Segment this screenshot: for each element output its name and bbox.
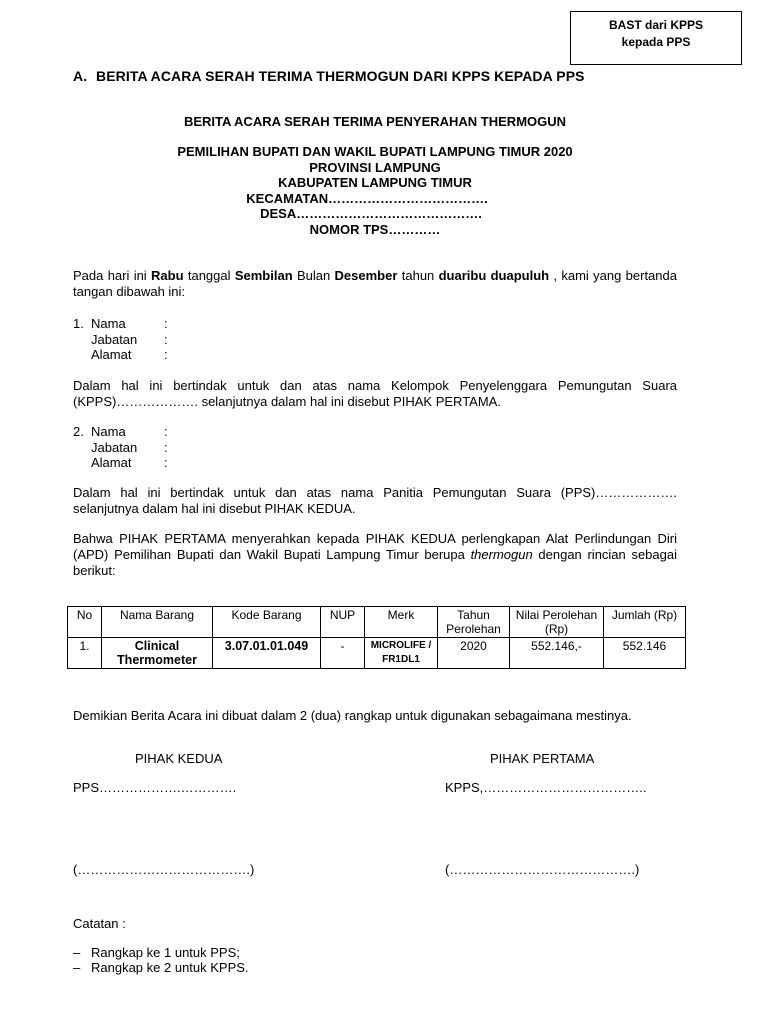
- signature-left-title: PIHAK KEDUA: [135, 751, 223, 766]
- intro-text: tanggal: [183, 268, 235, 283]
- field-label-name: Nama: [91, 424, 126, 439]
- handover-text: dengan rincian sebagai berikut:: [73, 547, 677, 578]
- items-table: [67, 606, 686, 669]
- header-village: DESA…………………………………….: [260, 206, 482, 221]
- field-separator: :: [164, 439, 168, 455]
- signature-right-org: KPPS,………………………………..: [445, 780, 647, 795]
- signature-right-title: PIHAK PERTAMA: [490, 751, 595, 766]
- party2-description: Dalam hal ini bertindak untuk dan atas nama Panitia Pemungutan Suara (PPS)………………. selanjutnya dalam hal ini disebut PIHAK KEDUA.: [73, 485, 677, 516]
- note-dash: –: [73, 960, 81, 975]
- document-code-box: [570, 11, 742, 65]
- field-label-address: Alamat: [91, 455, 132, 470]
- column-header: Tahun Perolehan: [438, 607, 510, 638]
- document-title: BERITA ACARA SERAH TERIMA PENYERAHAN THERMOGUN: [183, 114, 567, 129]
- section-label: A.: [73, 68, 88, 84]
- document-code-line1: BAST dari KPPS: [608, 18, 704, 32]
- signature-left-name: (………………………………….): [73, 862, 255, 877]
- header-regency: KABUPATEN LAMPUNG TIMUR: [278, 175, 472, 190]
- party2-fields: [73, 424, 168, 471]
- section-title: BERITA ACARA SERAH TERIMA THERMOGUN DARI KPPS KEPADA PPS: [96, 68, 585, 84]
- list-item: [73, 945, 249, 960]
- note-dash: –: [73, 945, 81, 960]
- header-election: PEMILIHAN BUPATI DAN WAKIL BUPATI LAMPUNG TIMUR 2020: [177, 144, 573, 159]
- table-cell-nup: -: [321, 638, 365, 669]
- table-cell-no: 1.: [68, 638, 102, 669]
- note-text: Rangkap ke 1 untuk PPS;: [91, 945, 240, 960]
- signature-right-name: (…………………………………….): [445, 862, 640, 877]
- party2-number: 2.: [73, 424, 84, 439]
- intro-month: Desember: [334, 268, 398, 283]
- intro-text: Bulan: [292, 268, 335, 283]
- document-code-line2: kepada PPS: [621, 35, 691, 49]
- table-cell-year: 2020: [438, 638, 510, 669]
- header-district: KECAMATAN……………………………….: [246, 190, 488, 206]
- party1-number: 1.: [73, 316, 84, 331]
- note-text: Rangkap ke 2 untuk KPPS.: [91, 960, 249, 975]
- table-header-row: [68, 607, 686, 638]
- handover-paragraph: [73, 531, 677, 579]
- closing-paragraph: Demikian Berita Acara ini dibuat dalam 2 (dua) rangkap untuk digunakan sebagaimana mestinya.: [73, 708, 632, 723]
- intro-day: Rabu: [151, 268, 184, 283]
- party1-description: Dalam hal ini bertindak untuk dan atas nama Kelompok Penyelenggara Pemungutan Suara (KPPS)………………. selanjutnya dalam hal ini disebut PIHAK PERTAMA.: [73, 378, 677, 409]
- column-header: Nama Barang: [102, 607, 213, 638]
- field-separator: :: [164, 347, 168, 362]
- field-separator: :: [164, 331, 168, 347]
- handover-text: Bahwa PIHAK PERTAMA menyerahkan kepada PIHAK KEDUA perlengkapan Alat Perlindungan Diri (APD) Pemilihan Bupati dan Wakil Bupati Lampung Timur berupa: [73, 531, 677, 562]
- table-cell-total: 552.146: [604, 638, 686, 669]
- column-header: No: [68, 607, 102, 638]
- intro-year: duaribu duapuluh: [438, 268, 550, 283]
- notes-label: Catatan :: [73, 916, 126, 931]
- section-heading: [73, 68, 585, 84]
- column-header: Nilai Perolehan (Rp): [510, 607, 604, 638]
- table-cell-item-name: Clinical Thermometer: [102, 638, 213, 669]
- column-header: NUP: [321, 607, 365, 638]
- field-label-position: Jabatan: [91, 331, 138, 347]
- party1-fields: [73, 316, 168, 363]
- field-separator: :: [164, 424, 168, 439]
- column-header: Jumlah (Rp): [604, 607, 686, 638]
- intro-paragraph: [73, 268, 677, 300]
- table-cell-item-code: 3.07.01.01.049: [213, 638, 321, 669]
- field-separator: :: [164, 455, 168, 470]
- intro-text: tahun: [397, 268, 439, 283]
- field-label-name: Nama: [91, 316, 126, 331]
- table-cell-brand: MICROLIFE / FR1DL1: [365, 638, 438, 669]
- intro-text: Pada hari ini: [73, 268, 152, 283]
- notes-list: [73, 945, 249, 975]
- handover-item: thermogun: [470, 547, 533, 562]
- header-tps-number: NOMOR TPS…………: [309, 221, 441, 237]
- field-label-address: Alamat: [91, 347, 132, 362]
- signature-left-org: PPS……………….………….: [73, 780, 237, 795]
- table-cell-value: 552.146,-: [510, 638, 604, 669]
- list-item: [73, 960, 249, 975]
- document-header: [73, 144, 677, 237]
- column-header: Merk: [365, 607, 438, 638]
- column-header: Kode Barang: [213, 607, 321, 638]
- table-row: [68, 638, 686, 669]
- intro-date: Sembilan: [234, 268, 293, 283]
- header-province: PROVINSI LAMPUNG: [309, 159, 441, 175]
- field-separator: :: [164, 316, 168, 331]
- field-label-position: Jabatan: [91, 439, 138, 455]
- intro-text: , kami yang bertanda tangan dibawah ini:: [73, 268, 677, 299]
